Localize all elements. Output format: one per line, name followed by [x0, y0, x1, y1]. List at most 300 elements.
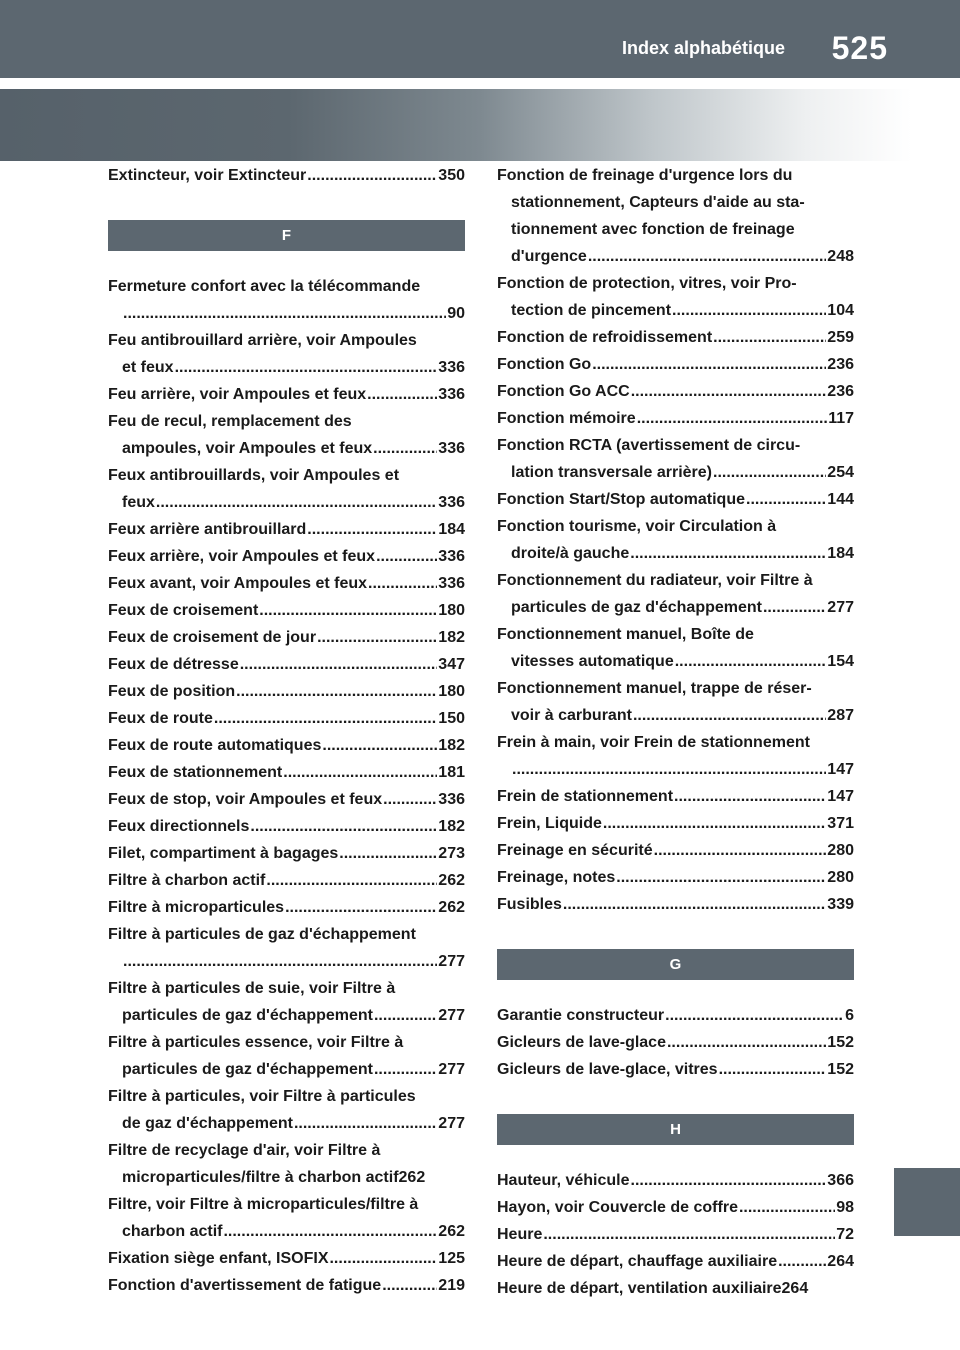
index-entry-text: Feux de croisement	[108, 602, 259, 619]
index-entry-text: Fonction mémoire	[497, 410, 636, 427]
leader-dots	[367, 381, 437, 408]
index-entry[interactable]	[108, 975, 465, 1029]
index-entry-line	[108, 381, 465, 408]
leader-dots	[674, 783, 826, 810]
leader-dots	[631, 378, 827, 405]
index-entry-text: Feux arrière, voir Ampoules et feux	[108, 548, 376, 565]
page-reference[interactable]: 147	[827, 788, 854, 805]
section-title: Index alphabétique	[622, 38, 786, 58]
index-entry-text: Extincteur, voir Extincteur	[108, 167, 307, 184]
page-reference[interactable]: 90	[447, 305, 465, 322]
leader-dots	[667, 1029, 826, 1056]
index-entry[interactable]	[497, 351, 854, 378]
index-entry[interactable]	[497, 162, 854, 270]
index-entry-line	[108, 1164, 465, 1191]
page-reference[interactable]: 184	[438, 521, 465, 538]
index-entry-text: feux	[122, 494, 155, 511]
leader-dots	[763, 594, 826, 621]
index-entry-line: Filtre à particules de suie, voir Filtre à	[108, 980, 396, 997]
index-entry[interactable]	[108, 867, 465, 894]
leader-dots	[382, 1272, 437, 1299]
index-entry-line	[108, 732, 465, 759]
leader-dots	[665, 1002, 844, 1029]
index-entry-text: Fonction d'avertissement de fatigue	[108, 1277, 382, 1294]
index-entry-line: Feu de recul, remplacement des	[108, 413, 352, 430]
index-entry-text: droite/à gauche	[511, 545, 630, 562]
index-entry-line	[108, 624, 465, 651]
index-entry[interactable]	[497, 378, 854, 405]
page-reference[interactable]: 150	[438, 710, 465, 727]
leader-dots	[374, 1002, 437, 1029]
index-entry[interactable]	[108, 786, 465, 813]
page-number: 525	[831, 30, 888, 66]
index-entry-line	[108, 543, 465, 570]
page-reference[interactable]: 219	[438, 1277, 465, 1294]
index-entry-line	[108, 1110, 465, 1137]
index-entry-line: tionnement avec fonction de freinage	[511, 221, 795, 238]
index-entry-line	[497, 1029, 854, 1056]
leader-dots	[512, 756, 826, 783]
index-entry[interactable]	[108, 327, 465, 381]
page-reference[interactable]: 262	[438, 1223, 465, 1240]
page-reference[interactable]: 180	[438, 683, 465, 700]
index-entry-line	[497, 243, 854, 270]
leader-dots	[654, 837, 827, 864]
index-entry-text: Feux de stop, voir Ampoules et feux	[108, 791, 383, 808]
leader-dots	[307, 516, 437, 543]
index-entry-line	[497, 405, 854, 432]
index-entry-line	[108, 813, 465, 840]
index-entry[interactable]	[497, 783, 854, 810]
index-entry[interactable]	[497, 1167, 854, 1194]
leader-dots	[223, 1218, 437, 1245]
leader-dots	[259, 597, 437, 624]
index-entry-line: Filtre à particules essence, voir Filtre à	[108, 1034, 404, 1051]
index-entry[interactable]	[497, 567, 854, 621]
section-spacer	[108, 251, 465, 273]
index-entry-line	[108, 840, 465, 867]
index-entry[interactable]	[497, 1029, 854, 1056]
index-entry[interactable]	[108, 1029, 465, 1083]
index-entry-line	[497, 297, 854, 324]
index-entry[interactable]	[108, 543, 465, 570]
index-entry-line: Fonction de protection, vitres, voir Pro-	[497, 275, 797, 292]
index-entry-text: Filtre à charbon actif	[108, 872, 266, 889]
page-reference[interactable]: 336	[438, 359, 465, 376]
leader-dots	[675, 648, 827, 675]
index-entry[interactable]	[497, 405, 854, 432]
index-entry-line	[497, 1248, 854, 1275]
page-reference[interactable]: 98	[836, 1199, 854, 1216]
index-entry-text: Fonction de refroidissement	[497, 329, 713, 346]
page-reference[interactable]: 273	[438, 845, 465, 862]
index-entry[interactable]	[108, 1272, 465, 1299]
leader-dots	[317, 624, 437, 651]
page-reference[interactable]: 104	[827, 302, 854, 319]
index-entry-text: lation transversale arrière)	[511, 464, 712, 481]
index-entry-text: Feux arrière antibrouillard	[108, 521, 307, 538]
index-entry-line	[108, 1245, 465, 1272]
index-entry-text: d'urgence	[511, 248, 587, 265]
leader-dots	[123, 948, 437, 975]
index-entry[interactable]	[108, 273, 465, 327]
index-entry-text: Feu arrière, voir Ampoules et feux	[108, 386, 367, 403]
index-entry-line: Filtre, voir Filtre à microparticules/filtre à	[108, 1196, 419, 1213]
index-entry[interactable]	[108, 651, 465, 678]
index-entry[interactable]	[108, 597, 465, 624]
index-entry-line	[108, 597, 465, 624]
index-entry-line: Fonction de freinage d'urgence lors du	[497, 167, 793, 184]
index-entry-line	[497, 1167, 854, 1194]
index-entry-line	[108, 1218, 465, 1245]
page-reference[interactable]: 336	[438, 386, 465, 403]
index-entry[interactable]	[497, 270, 854, 324]
page-reference[interactable]: 125	[438, 1250, 465, 1267]
index-entry[interactable]	[108, 921, 465, 975]
index-entry[interactable]	[497, 1194, 854, 1221]
index-entry[interactable]	[497, 891, 854, 918]
page-reference[interactable]: 350	[438, 167, 465, 184]
index-entry-line	[108, 162, 465, 189]
index-entry-text: ampoules, voir Ampoules et feux	[122, 440, 373, 457]
page-reference[interactable]: 336	[438, 791, 465, 808]
index-entry[interactable]	[108, 813, 465, 840]
index-entry-text: Fixation siège enfant, ISOFIX	[108, 1250, 329, 1267]
page-reference[interactable]: 248	[827, 248, 854, 265]
index-entry[interactable]	[497, 1248, 854, 1275]
index-entry-line	[497, 1194, 854, 1221]
index-entry-line: Filtre de recyclage d'air, voir Filtre à	[108, 1142, 381, 1159]
index-entry-line: Fonctionnement manuel, trappe de réser-	[497, 680, 812, 697]
index-entry-text: Feux de route	[108, 710, 213, 727]
index-entry-text: particules de gaz d'échappement	[511, 599, 762, 616]
index-entry-text: particules de gaz d'échappement	[122, 1007, 373, 1024]
index-entry[interactable]	[108, 705, 465, 732]
index-entry-text: vitesses automatique	[511, 653, 674, 670]
index-entry-text: particules de gaz d'échappement	[122, 1061, 373, 1078]
chapter-tab[interactable]	[894, 1168, 960, 1236]
index-entry-text: Hauteur, véhicule	[497, 1172, 630, 1189]
page-reference[interactable]: 147	[827, 761, 854, 778]
page-reference[interactable]: 182	[438, 629, 465, 646]
page-reference[interactable]: 152	[827, 1061, 854, 1078]
page-reference[interactable]: 180	[438, 602, 465, 619]
page-reference[interactable]: 72	[836, 1226, 854, 1243]
page-reference[interactable]: 277	[438, 1007, 465, 1024]
leader-dots	[376, 543, 437, 570]
leader-dots	[637, 405, 828, 432]
index-entry-line: Fonctionnement du radiateur, voir Filtre à	[497, 572, 813, 589]
index-column-left	[108, 162, 465, 1299]
leader-dots	[631, 1167, 827, 1194]
index-entry-text: tection de pincement	[511, 302, 672, 319]
leader-dots	[285, 894, 437, 921]
leader-dots	[250, 813, 437, 840]
leader-dots	[739, 1194, 835, 1221]
index-entry-line	[108, 1002, 465, 1029]
page-reference[interactable]: 264	[827, 1253, 854, 1270]
index-entry[interactable]	[497, 1056, 854, 1083]
index-entry[interactable]	[108, 840, 465, 867]
index-entry[interactable]	[497, 729, 854, 783]
index-entry-line: Fonctionnement manuel, Boîte de	[497, 626, 754, 643]
page-reference[interactable]: 181	[438, 764, 465, 781]
index-entry-text: Hayon, voir Couvercle de coffre	[497, 1199, 738, 1216]
section-spacer	[497, 918, 854, 949]
index-entry-line	[497, 351, 854, 378]
leader-dots	[156, 489, 437, 516]
page-reference[interactable]: 287	[827, 707, 854, 724]
index-entry[interactable]	[108, 1137, 465, 1191]
index-column-right	[497, 162, 854, 1302]
index-entry-line	[108, 489, 465, 516]
leader-dots	[588, 243, 826, 270]
index-entry[interactable]	[497, 1002, 854, 1029]
index-entry-text: Gicleurs de lave-glace	[497, 1034, 666, 1051]
index-entry-line	[497, 891, 854, 918]
index-entry-line	[497, 324, 854, 351]
index-entry-text: Feux de croisement de jour	[108, 629, 317, 646]
page-reference[interactable]: 280	[827, 842, 854, 859]
page-reference[interactable]: 371	[827, 815, 854, 832]
section-spacer	[108, 189, 465, 220]
index-entry-line	[497, 540, 854, 567]
index-entry-text: Feux de stationnement	[108, 764, 283, 781]
index-entry-line: Feu antibrouillard arrière, voir Ampoules	[108, 332, 417, 349]
index-entry-line	[108, 300, 465, 327]
page-reference[interactable]: 152	[827, 1034, 854, 1051]
leader-dots	[719, 1056, 827, 1083]
index-entry-line	[108, 705, 465, 732]
index-entry-text: Frein de stationnement	[497, 788, 674, 805]
index-entry[interactable]	[108, 1083, 465, 1137]
leader-dots	[713, 459, 826, 486]
index-entry[interactable]	[497, 621, 854, 675]
index-entry-line	[497, 378, 854, 405]
index-entry-line	[497, 648, 854, 675]
index-entry-text: Garantie constructeur	[497, 1007, 665, 1024]
section-header-f: F	[108, 220, 465, 251]
index-entry-text: de gaz d'échappement	[122, 1115, 293, 1132]
index-entry-line	[108, 1056, 465, 1083]
index-entry-line	[497, 702, 854, 729]
leader-dots	[672, 297, 826, 324]
index-entry[interactable]	[497, 432, 854, 486]
leader-dots	[236, 678, 437, 705]
header-banner	[0, 89, 960, 161]
index-entry[interactable]	[497, 513, 854, 567]
leader-dots	[266, 867, 437, 894]
index-entry-text: charbon actif	[122, 1223, 223, 1240]
index-entry-line	[108, 570, 465, 597]
index-entry-line	[497, 810, 854, 837]
index-entry[interactable]	[108, 516, 465, 543]
page-reference[interactable]: 366	[827, 1172, 854, 1189]
index-entry-line	[108, 516, 465, 543]
index-entry-line	[497, 459, 854, 486]
leader-dots	[214, 705, 437, 732]
index-entry-line: Filtre à particules de gaz d'échappement	[108, 926, 416, 943]
page-reference[interactable]: 336	[438, 548, 465, 565]
index-entry-line	[108, 1272, 465, 1299]
page-reference[interactable]: 182	[438, 737, 465, 754]
page-reference[interactable]: 347	[438, 656, 465, 673]
leader-dots	[713, 324, 826, 351]
index-entry-line	[108, 435, 465, 462]
leader-dots	[175, 354, 438, 381]
index-entry[interactable]	[497, 486, 854, 513]
index-entry[interactable]	[108, 1245, 465, 1272]
index-entry-line	[497, 1002, 854, 1029]
index-entry-line	[497, 837, 854, 864]
index-entry-line: Feux antibrouillards, voir Ampoules et	[108, 467, 400, 484]
index-entry-text: microparticules/filtre à charbon actif262	[122, 1169, 426, 1186]
page-reference[interactable]: 184	[827, 545, 854, 562]
index-entry-text: Freinage, notes	[497, 869, 616, 886]
index-entry[interactable]	[497, 675, 854, 729]
index-entry-line: Fonction tourisme, voir Circulation à	[497, 518, 777, 535]
leader-dots	[616, 864, 826, 891]
page-reference[interactable]: 259	[827, 329, 854, 346]
index-entry[interactable]	[497, 1275, 854, 1302]
page-reference[interactable]: 262	[438, 872, 465, 889]
index-entry-line	[108, 678, 465, 705]
page-reference[interactable]: 277	[438, 1061, 465, 1078]
index-entry[interactable]	[108, 462, 465, 516]
page-reference[interactable]: 154	[827, 653, 854, 670]
page-reference[interactable]: 339	[827, 896, 854, 913]
page-reference[interactable]: 280	[827, 869, 854, 886]
leader-dots	[746, 486, 826, 513]
index-entry[interactable]	[108, 570, 465, 597]
index-entry-text: Feux de détresse	[108, 656, 239, 673]
index-entry-text: Feux avant, voir Ampoules et feux	[108, 575, 368, 592]
section-spacer	[497, 980, 854, 1002]
leader-dots	[373, 435, 437, 462]
index-entry-text: Gicleurs de lave-glace, vitres	[497, 1061, 718, 1078]
index-entry-line	[497, 1221, 854, 1248]
index-entry[interactable]	[108, 381, 465, 408]
index-entry-line	[108, 786, 465, 813]
index-entry-text: Filtre à microparticules	[108, 899, 285, 916]
leader-dots	[374, 1056, 437, 1083]
index-entry-text: Feux de position	[108, 683, 236, 700]
leader-dots	[123, 300, 446, 327]
index-entry-line	[108, 894, 465, 921]
section-header-g: G	[497, 949, 854, 980]
leader-dots	[283, 759, 437, 786]
leader-dots	[329, 1245, 437, 1272]
section-spacer	[497, 1145, 854, 1167]
index-entry[interactable]	[108, 408, 465, 462]
page-reference[interactable]: 336	[438, 575, 465, 592]
index-entry[interactable]	[497, 837, 854, 864]
leader-dots	[294, 1110, 437, 1137]
header-bar	[0, 0, 960, 78]
leader-dots	[603, 810, 826, 837]
section-header-h: H	[497, 1114, 854, 1145]
index-entry-line	[108, 759, 465, 786]
index-entry-line	[497, 1056, 854, 1083]
index-entry[interactable]	[497, 810, 854, 837]
index-entry[interactable]	[497, 864, 854, 891]
index-entry-text: Feux directionnels	[108, 818, 250, 835]
index-entry-text: Feux de route automatiques	[108, 737, 322, 754]
index-entry[interactable]	[497, 1221, 854, 1248]
index-entry-text: Heure de départ, ventilation auxiliaire264	[497, 1280, 809, 1297]
leader-dots	[592, 351, 826, 378]
index-entry[interactable]	[108, 894, 465, 921]
leader-dots	[383, 786, 437, 813]
index-entry-text: Fusibles	[497, 896, 562, 913]
index-entry-text: Freinage en sécurité	[497, 842, 653, 859]
index-entry[interactable]	[108, 1191, 465, 1245]
leader-dots	[563, 891, 826, 918]
leader-dots	[322, 732, 437, 759]
leader-dots	[633, 702, 826, 729]
leader-dots	[368, 570, 437, 597]
page-reference[interactable]: 277	[438, 953, 465, 970]
index-entry-line: stationnement, Capteurs d'aide au sta-	[511, 194, 805, 211]
index-entry-line	[108, 948, 465, 975]
index-entry-text: Fonction Go ACC	[497, 383, 630, 400]
page-reference[interactable]: 262	[438, 899, 465, 916]
page-reference[interactable]: 144	[827, 491, 854, 508]
leader-dots	[307, 162, 437, 189]
index-entry-line	[108, 867, 465, 894]
page-reference[interactable]: 254	[827, 464, 854, 481]
index-entry-line	[497, 756, 854, 783]
index-entry[interactable]	[108, 732, 465, 759]
leader-dots	[339, 840, 437, 867]
page-reference[interactable]: 336	[438, 440, 465, 457]
page-reference[interactable]: 336	[438, 494, 465, 511]
index-entry[interactable]	[108, 678, 465, 705]
index-entry-text: Fonction Start/Stop automatique	[497, 491, 745, 508]
page-reference[interactable]: 182	[438, 818, 465, 835]
leader-dots	[543, 1221, 835, 1248]
index-entry-line	[497, 783, 854, 810]
page-reference[interactable]: 6	[845, 1007, 854, 1024]
index-entry-text: Heure de départ, chauffage auxiliaire	[497, 1253, 778, 1270]
index-entry-line: Filtre à particules, voir Filtre à particules	[108, 1088, 416, 1105]
index-entry[interactable]	[108, 759, 465, 786]
page-reference[interactable]: 117	[828, 410, 854, 427]
index-entry[interactable]	[108, 162, 465, 189]
leader-dots	[240, 651, 438, 678]
leader-dots	[778, 1248, 826, 1275]
index-entry-text: Filet, compartiment à bagages	[108, 845, 339, 862]
index-entry-line: Fermeture confort avec la télécommande	[108, 278, 421, 295]
index-entry-text: voir à carburant	[511, 707, 632, 724]
index-entry-line	[497, 486, 854, 513]
section-spacer	[497, 1083, 854, 1114]
index-entry-line	[108, 354, 465, 381]
index-entry-line	[497, 594, 854, 621]
page-reference[interactable]: 236	[827, 383, 854, 400]
index-entry-line	[497, 864, 854, 891]
page-reference[interactable]: 277	[827, 599, 854, 616]
index-entry-line	[497, 1275, 854, 1302]
leader-dots	[630, 540, 826, 567]
index-entry[interactable]	[497, 324, 854, 351]
page-reference[interactable]: 236	[827, 356, 854, 373]
index-entry-line: Fonction RCTA (avertissement de circu-	[497, 437, 801, 454]
page-reference[interactable]: 277	[438, 1115, 465, 1132]
index-entry[interactable]	[108, 624, 465, 651]
index-entry-line: Frein à main, voir Frein de stationnement	[497, 734, 810, 751]
index-entry-line	[108, 651, 465, 678]
